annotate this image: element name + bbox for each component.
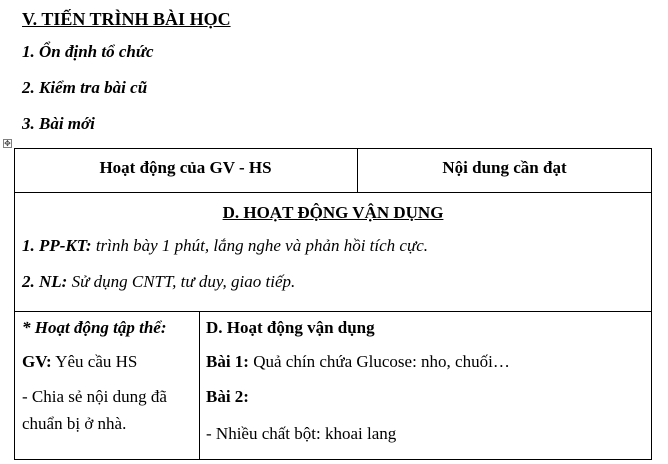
share-line-1: - Chia sẻ nội dung đã [22, 387, 167, 406]
bai1-line [206, 352, 510, 372]
nl-text: Sử dụng CNTT, tư duy, giao tiếp. [67, 272, 296, 291]
ppkt-label: 1. PP-KT: [22, 236, 92, 255]
nl-label: 2. NL: [22, 272, 68, 291]
bai1-label: Bài 1: [206, 352, 249, 371]
item-review: 2. Kiểm tra bài cũ [22, 78, 148, 97]
ppkt-line [22, 236, 428, 256]
group-activity-title: * Hoạt động tập thể: [22, 318, 167, 337]
table-divider [14, 192, 652, 193]
header-teacher-student: Hoạt động của GV - HS [99, 158, 272, 177]
bai2-label: Bài 2: [206, 387, 249, 406]
apply-activity-title: D. Hoạt động vận dụng [206, 318, 375, 337]
ppkt-text: trình bày 1 phút, lắng nghe và phản hồi tích cực. [91, 236, 429, 255]
share-line-2: chuẩn bị ở nhà. [22, 414, 127, 433]
item-new-lesson: 3. Bài mới [22, 114, 95, 133]
item-stabilize: 1. Ổn định tổ chức [22, 42, 154, 61]
header-content: Nội dung cần đạt [442, 158, 567, 177]
section-heading: V. TIẾN TRÌNH BÀI HỌC [22, 9, 231, 29]
table-divider [199, 311, 200, 460]
table-divider [14, 311, 652, 312]
move-cross-icon[interactable]: ✥ [4, 139, 11, 148]
nl-line [22, 272, 295, 292]
bai2-text: - Nhiều chất bột: khoai lang [206, 424, 397, 443]
gv-text: Yêu cầu HS [51, 352, 138, 371]
gv-line [22, 352, 137, 372]
section-title: D. HOẠT ĐỘNG VẬN DỤNG [222, 203, 444, 222]
bai1-text: Quả chín chứa Glucose: nho, chuối… [248, 352, 510, 371]
gv-label: GV: [22, 352, 52, 371]
